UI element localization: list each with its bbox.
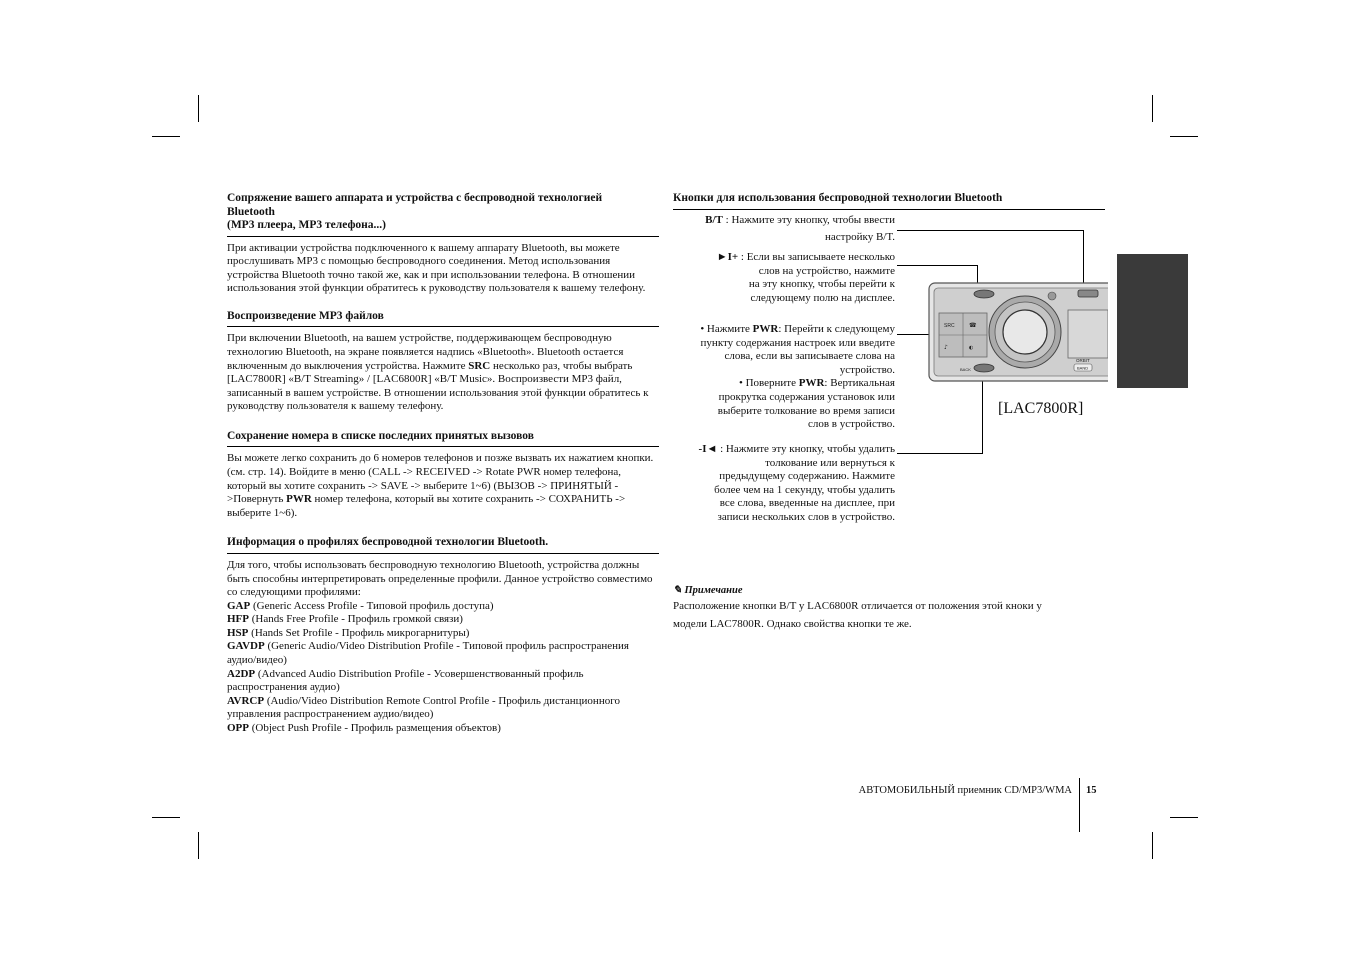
profile-list (227, 600, 659, 736)
bt-button (974, 290, 994, 298)
section-heading-pairing: Сопряжение вашего аппарата и устройства с беспроводной технологией Bluetooth (MP3 плеера, MP3 телефона...) (227, 192, 659, 237)
section-tab (1117, 254, 1188, 388)
leader-line (897, 230, 1084, 231)
crop-mark (152, 136, 180, 137)
src-button-label: SRC (944, 323, 955, 329)
section-body-profiles: Для того, чтобы использовать беспроводную технологию Bluetooth, устройства должны быть способны интерпретировать определенные профили. Данное устройство совместимо со следующими профилями: (227, 558, 653, 599)
svg-text:♪: ♪ (944, 344, 948, 351)
note-icon: ✎ (673, 585, 682, 596)
section-body-pairing: При активации устройства подключенного к вашему аппарату Bluetooth, вы можете прослушивать MP3 с помощью беспроводного соединения. Метод использования устройства Bluetooth точно такой же, как и при использовании телефона. В отношении использования этой функции обратитесь к руководству пользователя к вашему телефону. (227, 241, 646, 295)
svg-text:◐: ◐ (969, 345, 974, 351)
crop-mark (1170, 136, 1198, 137)
profile-item: GAVDP (Generic Audio/Video Distribution Profile - Типовой профиль распространения аудио/видео) (227, 640, 629, 667)
section-heading-save-number: Сохранение номера в списке последних принятых вызовов (227, 430, 659, 448)
footer-title: АВТОМОБИЛЬНЫЙ приемник CD/MP3/WMA (858, 785, 1072, 796)
section-heading-profiles: Информация о профилях беспроводной технологии Bluetooth. (227, 536, 659, 554)
crop-mark (1170, 817, 1198, 818)
profile-item: HSP (Hands Set Profile - Профиль микрогарнитуры) (227, 626, 470, 639)
model-label: [LAC7800R] (998, 400, 1084, 417)
left-column (227, 192, 659, 736)
callout-pwr: • Нажмите PWR: Перейти к следующему пункту содержания настроек или введите слова, если вы записываете слова на устройство. • Поверните PWR: Вертикальная прокрутка содержания установок или выберите толкование во время записи слов в устройство. (700, 323, 895, 431)
profile-item: AVRCP (Audio/Video Distribution Remote Control Profile - Профиль дистанционного управления распространением аудио/видео) (227, 694, 620, 721)
callout-bt: B/T : Нажмите эту кнопку, чтобы ввести настройку B/T. (705, 214, 895, 243)
callout-next: ►I+ : Если вы записываете несколько слов на устройство, нажмите на эту кнопку, чтобы перейти к следующему полю на дисплее. (716, 251, 895, 304)
crop-mark (152, 817, 180, 818)
crop-mark (198, 832, 199, 859)
pwr-knob (1003, 310, 1047, 354)
callout-prev: -I◄ : Нажмите эту кнопку, чтобы удалить толкование или вернуться к предыдущему содержанию. Нажмите более чем на 1 секунду, чтобы удалить все слова, введенные на дисплее, при записи нескольких слов в устройство. (698, 443, 895, 523)
profile-item: HFP (Hands Free Profile - Профиль громкой связи) (227, 613, 463, 626)
car-radio-illustration (928, 282, 1108, 382)
section-body-save-number: Вы можете легко сохранить до 6 номеров телефонов и позже вызвать их нажатием кнопки. (см. стр. 14). Войдите в меню (CALL -> RECEIVED -> Rotate PWR номер телефона, который вы хотите сохранить -> SAVE -> выберите 1~6) (ВЫЗОВ -> ПРИНЯТЫЙ ->Повернуть PWR номер телефона, который вы хотите сохранить -> СОХРАНИТЬ -> выберите 1~6). (227, 452, 654, 519)
footer-separator (1079, 778, 1080, 832)
crop-mark (198, 95, 199, 122)
crop-mark (1152, 95, 1153, 122)
band-button-label: BAND (1077, 365, 1089, 371)
note-body: Расположение кнопки B/T у LAC6800R отличается от положения этой кноки у модели LAC7800R. Однако свойства кнопки те же. (673, 600, 1042, 630)
leader-line (897, 453, 983, 454)
note-title: ✎ Примечание (673, 585, 743, 596)
section-heading-mp3: Воспроизведение MP3 файлов (227, 310, 659, 328)
profile-item: GAP (Generic Access Profile - Типовой профиль доступа) (227, 599, 494, 612)
svg-text:☎: ☎ (969, 322, 977, 329)
leader-line (897, 265, 977, 266)
prev-button (974, 364, 994, 372)
back-button-label: BACK (960, 367, 971, 372)
section-body-mp3: При включении Bluetooth, на вашем устройстве, поддерживающем беспроводную технологию Bluetooth, на экране появляется надпись «Bluetooth». Bluetooth остается включенным до выключения устройства. Нажмите SRC несколько раз, чтобы выбрать [LAC7800R] «B/T Streaming» / [LAC6800R] «B/T Music». Воспроизвести MP3 файл, записанный в вашем устройстве. В отношении использования этой функции обратитесь к руководству пользователя к вашему телефону. (227, 332, 649, 413)
profile-item: OPP (Object Push Profile - Профиль размещения объектов) (227, 722, 501, 735)
crop-mark (1152, 832, 1153, 859)
page-number: 15 (1086, 785, 1097, 796)
brand-logo: ORBIT (1076, 358, 1090, 363)
profile-item: A2DP (Advanced Audio Distribution Profile - Усовершенствованный профиль распространения аудио) (227, 667, 584, 694)
buttons-heading: Кнопки для использования беспроводной технологии Bluetooth (673, 192, 1105, 210)
